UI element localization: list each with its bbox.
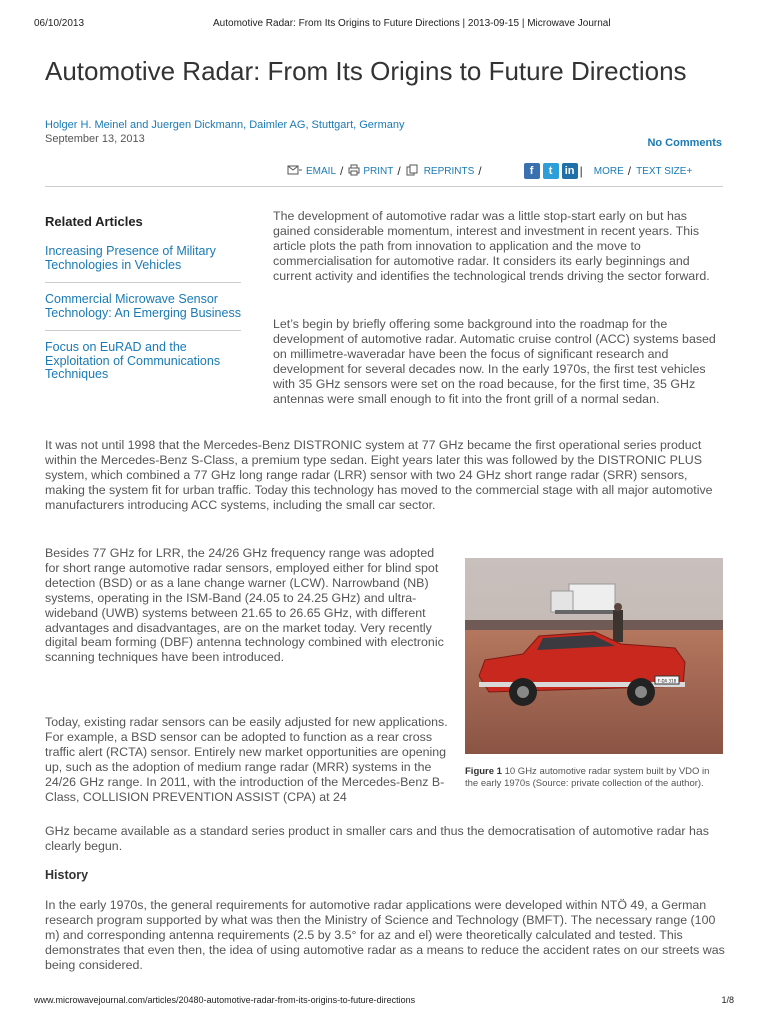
body-paragraph: It was not until 1998 that the Mercedes-Benz DISTRONIC system at 77 GHz became the first operational series product within the Mercedes-Benz S-Class, a premium type sedan. Eight years later this was followed by the DISTRONIC PLUS system, which combined a 77 GHz long range radar (LRR) sensor with two 24 GHz short range radar (SRR) sensors, making the system fit for urban traffic. Today this technology has moved to the commercial stage with all major automotive manufacturers introducing ACC systems, including the small car sector.	[45, 438, 713, 512]
body-paragraph: GHz became available as a standard series product in smaller cars and thus the democratisation of automotive radar has clearly begun.	[45, 824, 709, 853]
print-date: 06/10/2013	[34, 18, 85, 29]
text-size-link[interactable]: TEXT SIZE+	[636, 165, 693, 177]
radar-car-photo	[465, 558, 723, 754]
related-articles	[45, 214, 241, 402]
print-page-title: Automotive Radar: From Its Origins to Future Directions | 2013-09-15 | Microwave Journal	[213, 18, 611, 29]
figure-caption-text: 10 GHz automotive radar system built by VDO in the early 1970s (Source: private collection of the author).	[465, 766, 710, 789]
related-article-link[interactable]: Increasing Presence of Military Technologies in Vehicles	[45, 245, 241, 283]
license-plate: F-DA 318	[657, 678, 677, 684]
reprints-link[interactable]: REPRINTS	[423, 165, 475, 177]
figure-label: Figure 1	[465, 766, 502, 777]
article-date: September 13, 2013	[45, 133, 145, 145]
separator: /	[478, 164, 482, 178]
separator: /	[340, 164, 344, 178]
separator: /	[627, 164, 632, 178]
body-paragraph: Today, existing radar sensors can be easily adjusted for new applications. For example, a BSD sensor can be adopted to function as a rear cross traffic alert (RCTA) sensor. Entirely new market opportunities are opening up, such as the adoption of medium range radar (MRR) systems in the 24/26 GHz range. In 2011, with the introduction of the Mercedes-Benz B-Class, COLLISION PREVENTION ASSIST (CPA) at 24	[45, 715, 448, 804]
twitter-icon[interactable]: t	[543, 163, 559, 179]
article-authors[interactable]: Holger H. Meinel and Juergen Dickmann, Daimler AG, Stuttgart, Germany	[45, 119, 405, 131]
email-link[interactable]: EMAIL	[306, 165, 337, 177]
related-article-link[interactable]: Focus on EuRAD and the Exploitation of Communications Techniques	[45, 340, 221, 381]
page-number: 1/8	[721, 995, 734, 1005]
envelope-icon[interactable]	[287, 164, 303, 179]
social-buttons	[524, 163, 578, 179]
article-title: Automotive Radar: From Its Origins to Future Directions	[45, 56, 687, 86]
figure	[465, 558, 723, 789]
body-paragraph: Besides 77 GHz for LRR, the 24/26 GHz frequency range was adopted for short range automotive radar sensors, employed either for blind spot detection (BSD) or as a lane change warner (LCW). Narrowband (NB) systems, operating in the ISM-Band (24.05 to 24.25 GHz) and ultra-wideband (UWB) systems between 21.65 to 26.65 GHz, with different advantages and disadvantages, are on the market today. Very recently digital beam forming (DBF) antenna technology combined with electronic scanning techniques have been introduced.	[45, 546, 444, 665]
related-article-link[interactable]: Commercial Microwave Sensor Technology: An Emerging Business	[45, 293, 241, 331]
section-heading-history: History	[45, 868, 89, 882]
reprints-icon[interactable]	[406, 164, 418, 179]
linkedin-icon[interactable]: in	[562, 163, 578, 179]
facebook-icon[interactable]: f	[524, 163, 540, 179]
printer-icon[interactable]	[348, 164, 360, 179]
body-paragraph: The development of automotive radar was a little stop-start early on but has gained considerable momentum, interest and investment in recent years. This article plots the path from innovation to application and the move to commercialisation for automotive radar. It considers its early beginnings and current activity and identifies the technological trends driving the sector forward.	[273, 209, 710, 283]
print-link[interactable]: PRINT	[363, 165, 394, 177]
body-paragraph: Let’s begin by briefly offering some background into the roadmap for the development of automotive radar. Automatic cruise control (ACC) systems based on millimetre-waveradar have been the focus of significant research and development for several decades now. In the early 1970s, the first test vehicles with 35 GHz sensors were set on the road because, for the first time, 35 GHz antennas were small enough to fit into the front grill of a normal sedan.	[273, 317, 716, 406]
body-paragraph: In the early 1970s, the general requirements for automotive radar applications were developed within NTÖ 49, a German research program supported by what was then the Ministry of Science and Technology (BMFT). The necessary range (100 m) and corresponding antenna requirements (2.5 by 3.5° for az and el) were theoretically calculated and tested. This demonstrates that even then, the idea of using automotive radar as a means to reduce the accident rates on our streets was being considered.	[45, 898, 725, 972]
figure-caption	[465, 766, 723, 789]
separator: /	[397, 164, 401, 178]
comments-link[interactable]: No Comments	[647, 137, 722, 149]
related-heading: Related Articles	[45, 214, 143, 229]
print-footer	[34, 995, 734, 1005]
share-toolbar	[287, 161, 692, 181]
print-url: www.microwavejournal.com/articles/20480-automotive-radar-from-its-origins-to-future-directions	[34, 995, 416, 1005]
separator: |	[579, 164, 583, 178]
toolbar-divider	[45, 186, 723, 187]
more-link[interactable]: MORE	[593, 165, 624, 177]
